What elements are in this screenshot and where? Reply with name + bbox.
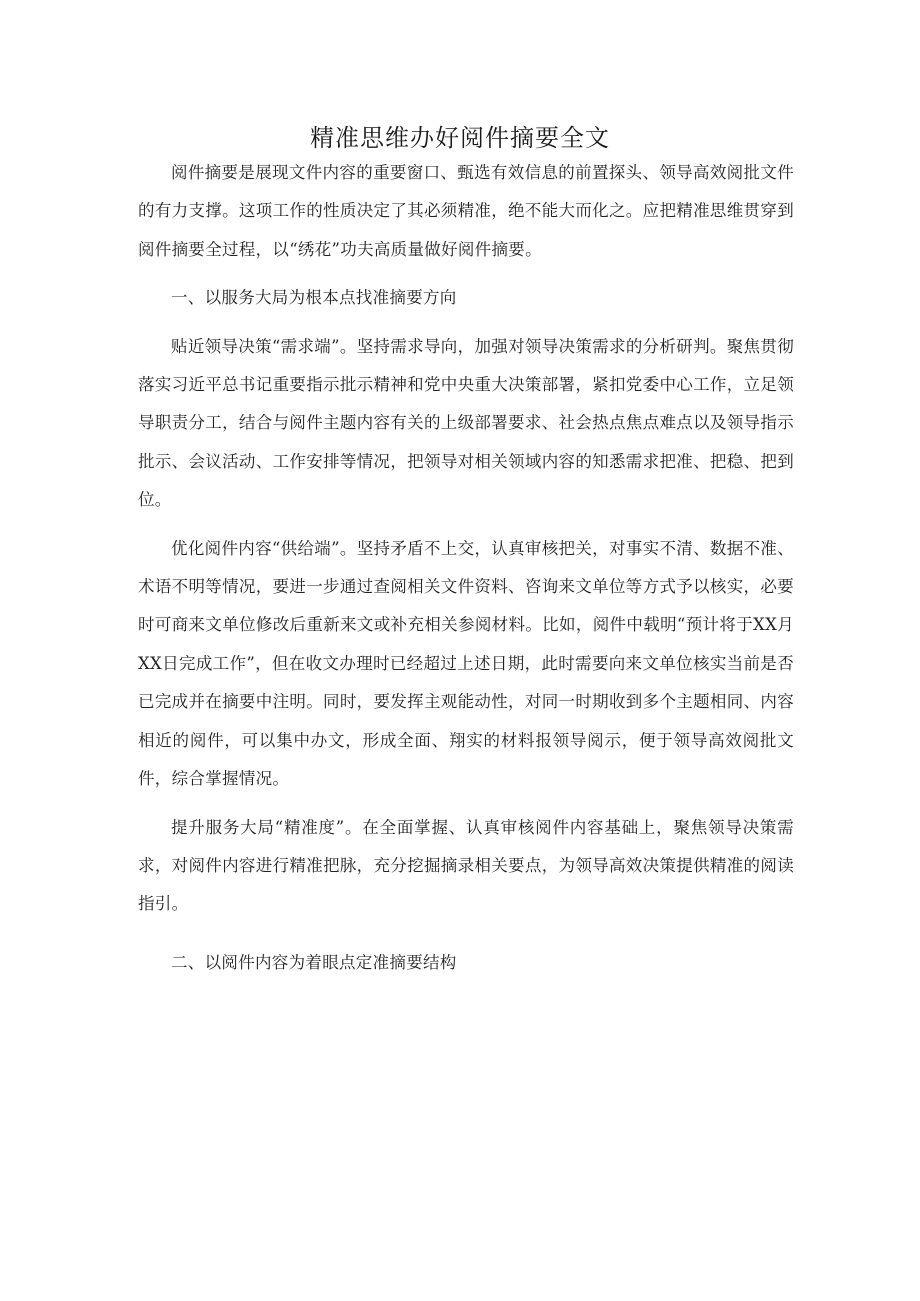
section-heading-1: 一、以服务大局为根本点找准摘要方向	[171, 288, 457, 308]
paragraph-precision: 提升服务大局“精准度”。在全面掌握、认真审核阅件内容基础上，聚焦领导决策需求，对阅件内容进行精准把脉，充分挖掘摘录相关要点，为领导高效决策提供精准的阅读指引。	[138, 817, 794, 914]
intro-paragraph: 阅件摘要是展现文件内容的重要窗口、甄选有效信息的前置探头、领导高效阅批文件的有力支撑。这项工作的性质决定了其必须精准，绝不能大而化之。应把精准思维贯穿到阅件摘要全过程，以“绣花”功夫高质量做好阅件摘要。	[138, 163, 794, 259]
paragraph-supply-side: 优化阅件内容“供给端”。坚持矛盾不上交，认真审核把关，对事实不清、数据不准、术语不明等情况，要进一步通过查阅相关文件资料、咨询来文单位等方式予以核实，必要时可商来文单位修改后重新来文或补充相关参阅材料。比如，阅件中载明“预计将于XX月XX日完成工作”，但在收文办理时已经超过上述日期，此时需要向来文单位核实当前是否已完成并在摘要中注明。同时，要发挥主观能动性，对同一时期收到多个主题相同、内容相近的阅件，可以集中办文，形成全面、翔实的材料报领导阅示，便于领导高效阅批文件，综合掌握情况。	[138, 538, 794, 789]
document-title: 精准思维办好阅件摘要全文	[310, 124, 610, 152]
section-heading-2: 二、以阅件内容为着眼点定准摘要结构	[171, 952, 457, 972]
paragraph-demand-side: 贴近领导决策“需求端”。坚持需求导向，加强对领导决策需求的分析研判。聚焦贯彻落实习近平总书记重要指示批示精神和党中央重大决策部署，紧扣党委中心工作，立足领导职责分工，结合与阅件主题内容有关的上级部署要求、社会热点焦点难点以及领导指示批示、会议活动、工作安排等情况，把领导对相关领域内容的知悉需求把准、把稳、把到位。	[138, 336, 794, 510]
document-body	[138, 145, 794, 982]
